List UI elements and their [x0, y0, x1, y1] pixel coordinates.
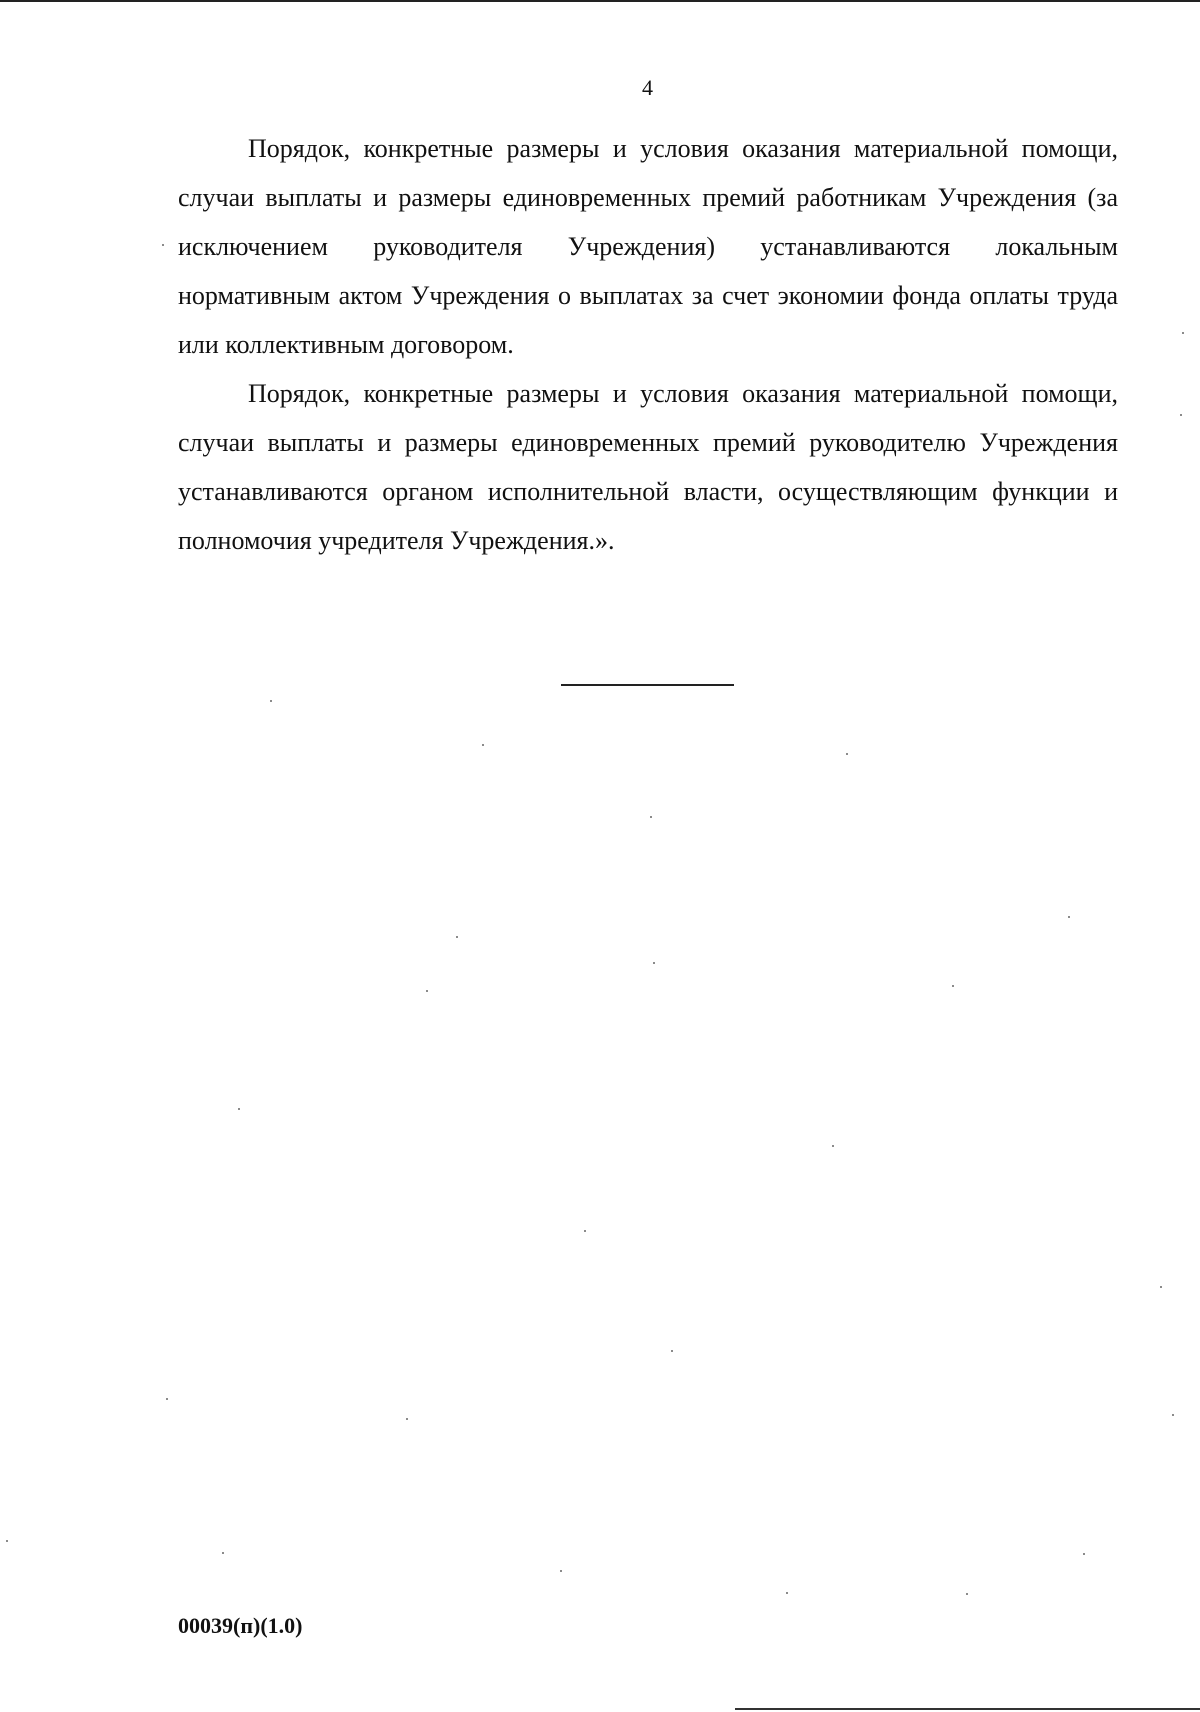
scan-speck: [426, 990, 428, 992]
paragraph-material-aid-head: Порядок, конкретные размеры и условия оказания материальной помощи, случаи выплаты и размеры единовременных премий руководителю Учреждения устанавливаются органом исполнительной власти, осуществляющим функции и полномочия учредителя Учреждения.».: [178, 379, 1118, 555]
scan-speck: [482, 744, 484, 746]
scan-speck: [1068, 916, 1070, 918]
scan-speck: [456, 936, 458, 938]
scan-top-edge: [0, 0, 1200, 2]
page-number: 4: [642, 75, 653, 100]
document-code: 00039(п)(1.0): [178, 1613, 303, 1638]
scan-speck: [786, 1592, 788, 1594]
scan-speck: [1160, 1286, 1162, 1288]
scan-bottom-edge: [735, 1708, 1200, 1710]
paragraph-material-aid-employees: Порядок, конкретные размеры и условия оказания материальной помощи, случаи выплаты и размеры единовременных премий работникам Учреждения (за исключением руководителя Учреждения) устанавливаются локальным нормативным актом Учреждения о выплатах за счет экономии фонда оплаты труда или коллективным договором.: [178, 134, 1118, 359]
scan-speck: [650, 816, 652, 818]
scan-speck: [846, 753, 848, 755]
scan-speck: [222, 1552, 224, 1554]
scan-speck: [6, 1540, 8, 1542]
scan-speck: [832, 1145, 834, 1147]
scan-speck: [1182, 332, 1184, 334]
scan-speck: [952, 985, 954, 987]
scan-speck: [406, 1418, 408, 1420]
closing-divider: [561, 684, 734, 686]
document-body: [178, 124, 1118, 565]
scan-speck: [584, 1230, 586, 1232]
scan-speck: [671, 1350, 673, 1352]
scan-speck: [653, 962, 655, 964]
scan-speck: [966, 1593, 968, 1595]
scan-speck: [162, 244, 164, 246]
scan-speck: [1180, 414, 1182, 416]
scan-speck: [1083, 1553, 1085, 1555]
scan-speck: [238, 1108, 240, 1110]
scan-speck: [1172, 1414, 1174, 1416]
scan-speck: [166, 1398, 168, 1400]
scan-speck: [560, 1570, 562, 1572]
scan-speck: [270, 700, 272, 702]
